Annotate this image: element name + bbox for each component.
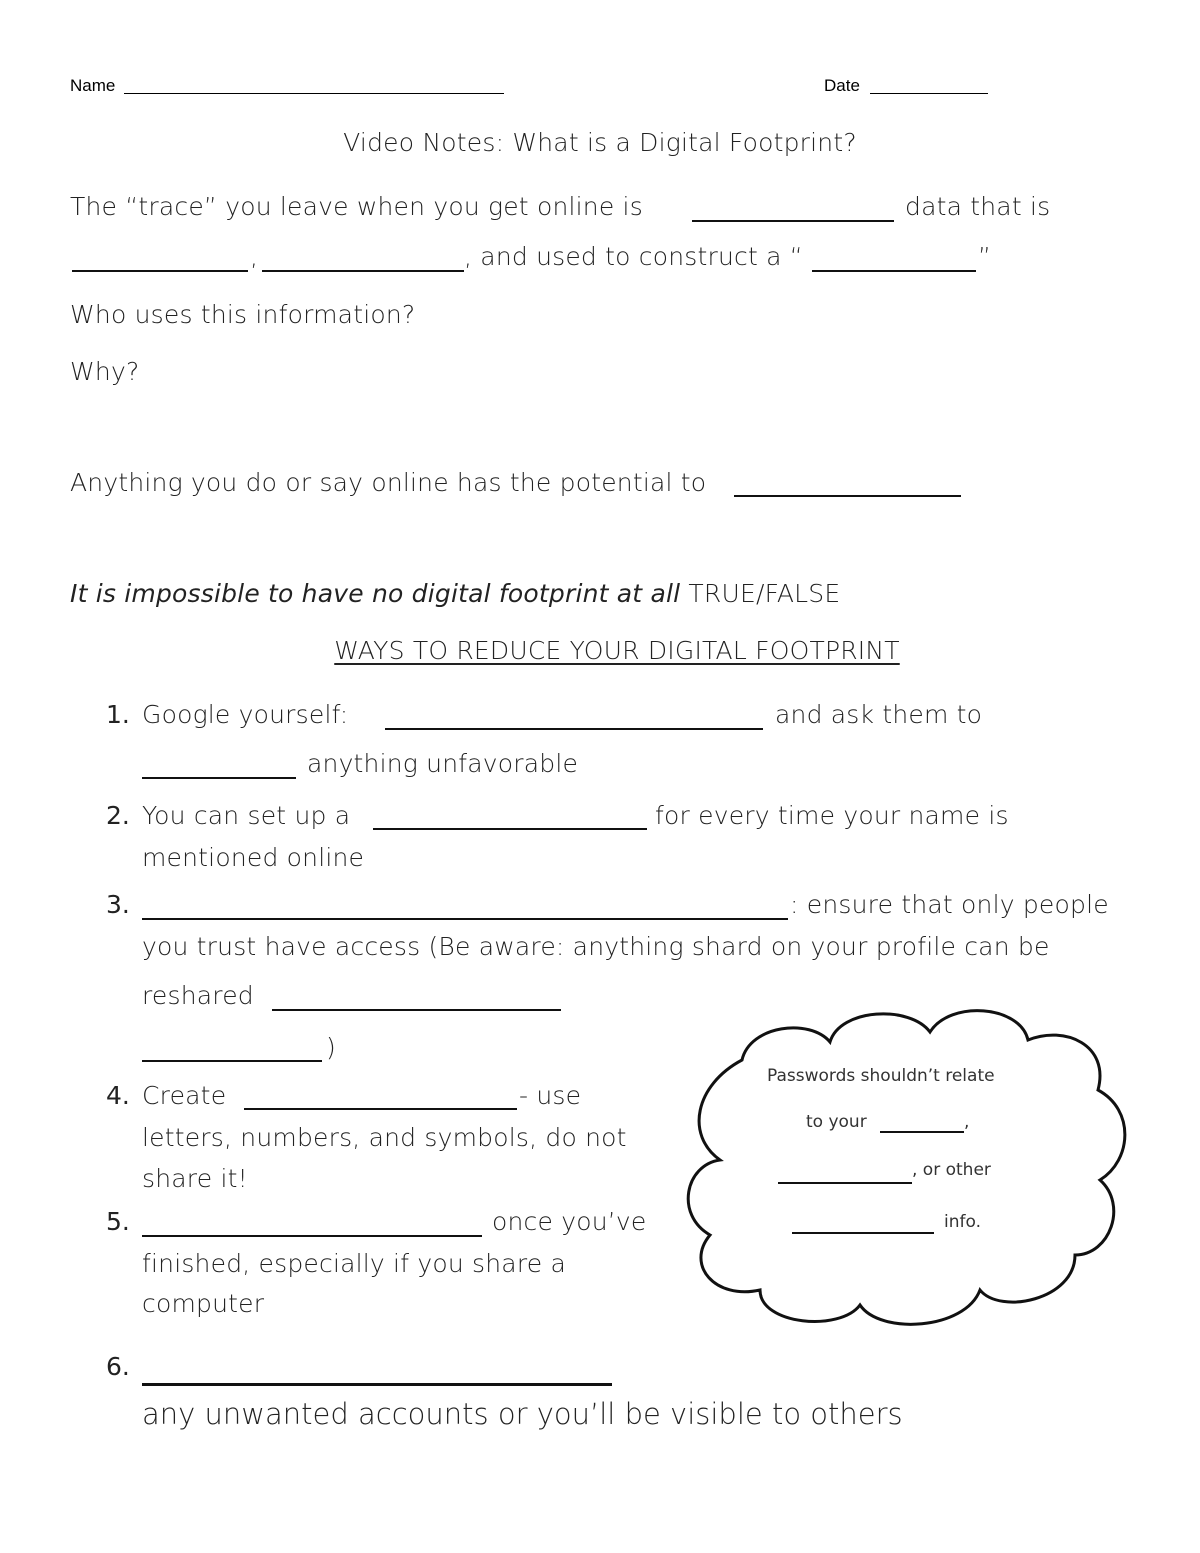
- page-title: Video Notes: What is a Digital Footprint?: [343, 128, 857, 157]
- item-5-text-a: once you’ve: [492, 1207, 647, 1236]
- item-3-text-c: reshared: [142, 981, 254, 1010]
- cloud-line-3: , or other: [912, 1160, 991, 1180]
- cloud-line-4: info.: [944, 1212, 981, 1232]
- item-2-number: 2.: [106, 801, 130, 830]
- cloud-blank-2[interactable]: [778, 1182, 912, 1184]
- item-3-blank-3[interactable]: [142, 1060, 322, 1062]
- item-5-text-c: computer: [142, 1289, 265, 1318]
- password-cloud-shape: [680, 1000, 1130, 1335]
- item-2-text-a: You can set up a: [142, 801, 351, 830]
- item-1-text-c: anything unfavorable: [307, 749, 579, 778]
- item-5-text-b: finished, especially if you share a: [142, 1249, 566, 1278]
- item-1-blank-2[interactable]: [142, 777, 296, 779]
- item-3-text-d: ): [326, 1033, 336, 1062]
- trace-blank-3[interactable]: [262, 270, 464, 272]
- why-question: Why?: [70, 357, 140, 386]
- item-3-number: 3.: [106, 890, 130, 919]
- trace-line2-mid: , and used to construct a “: [464, 242, 803, 271]
- date-label: Date: [824, 76, 860, 95]
- trace-line1-text: The “trace” you leave when you get online is: [70, 192, 643, 221]
- item-4-text-b: - use: [519, 1081, 582, 1110]
- trace-blank-2[interactable]: [72, 270, 248, 272]
- item-5-number: 5.: [106, 1207, 130, 1236]
- trace-blank-4[interactable]: [812, 270, 976, 272]
- item-4-text-a: Create: [142, 1081, 227, 1110]
- item-6-text: any unwanted accounts or you’ll be visible to others: [142, 1397, 903, 1431]
- name-field[interactable]: [124, 93, 504, 94]
- item-6-blank[interactable]: [142, 1383, 612, 1386]
- impossible-statement: [70, 579, 840, 608]
- item-3-text-b: you trust have access (Be aware: anything shard on your profile can be: [142, 932, 1050, 961]
- cloud-blank-1[interactable]: [880, 1131, 964, 1133]
- item-2-text-c: mentioned online: [142, 843, 365, 872]
- item-5-blank[interactable]: [142, 1235, 482, 1237]
- trace-comma: ,: [250, 242, 259, 271]
- cloud-line-2-end: ,: [964, 1112, 970, 1132]
- name-label: Name: [70, 76, 116, 95]
- true-false-option[interactable]: TRUE/FALSE: [688, 579, 841, 608]
- item-4-text-c: letters, numbers, and symbols, do not: [142, 1123, 627, 1152]
- item-4-text-d: share it!: [142, 1164, 248, 1193]
- anything-statement: Anything you do or say online has the potential to: [70, 468, 707, 497]
- item-1-text-a: Google yourself:: [142, 700, 349, 729]
- item-2-blank[interactable]: [373, 828, 647, 830]
- ways-heading: WAYS TO REDUCE YOUR DIGITAL FOOTPRINT: [334, 636, 900, 665]
- item-1-text-b: and ask them to: [775, 700, 983, 729]
- item-1-number: 1.: [106, 700, 130, 729]
- impossible-italic: It is impossible to have no digital footprint at all: [70, 579, 681, 608]
- item-4-number: 4.: [106, 1081, 130, 1110]
- item-6-number: 6.: [106, 1352, 130, 1381]
- trace-line1-end: data that is: [905, 192, 1051, 221]
- item-4-blank[interactable]: [244, 1108, 517, 1110]
- cloud-blank-3[interactable]: [792, 1232, 934, 1234]
- anything-blank[interactable]: [734, 495, 961, 497]
- item-3-blank-2[interactable]: [272, 1009, 561, 1011]
- item-1-blank-1[interactable]: [385, 728, 763, 730]
- cloud-line-2: to your: [806, 1112, 867, 1132]
- item-2-text-b: for every time your name is: [655, 801, 1009, 830]
- item-3-blank-1[interactable]: [142, 918, 788, 920]
- date-field[interactable]: [870, 93, 988, 94]
- who-uses-question: Who uses this information?: [70, 300, 416, 329]
- trace-blank-1[interactable]: [692, 220, 894, 222]
- item-3-text-a: : ensure that only people: [790, 890, 1109, 919]
- trace-line2-end: ”: [978, 242, 992, 271]
- cloud-line-1: Passwords shouldn’t relate: [767, 1066, 995, 1086]
